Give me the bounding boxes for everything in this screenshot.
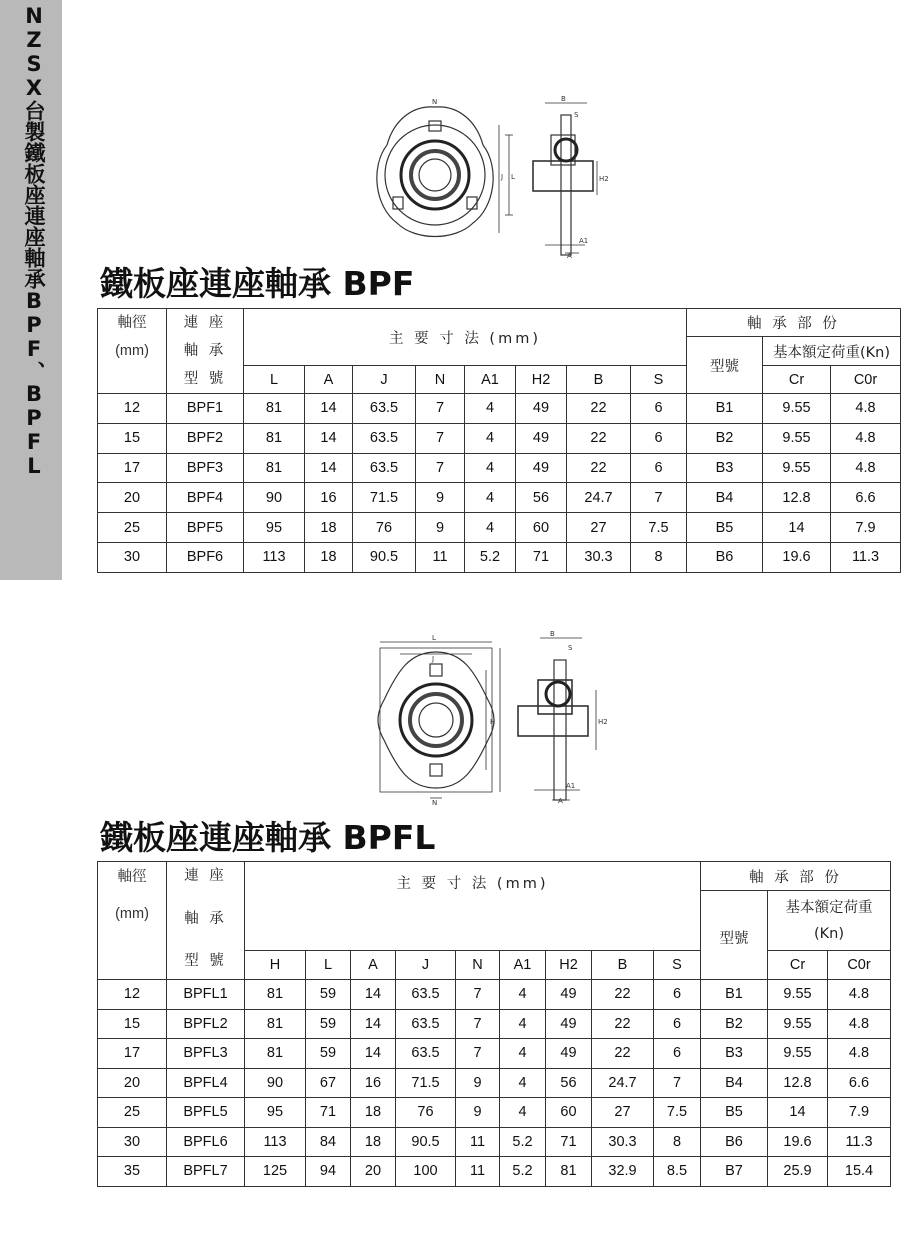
table-cell: 90.5 [396, 1127, 456, 1157]
col-header: A1 [500, 951, 546, 980]
table-cell: 11 [416, 542, 465, 572]
table-cell: 59 [306, 1009, 351, 1039]
unit-model-line3: 型 號 [183, 371, 227, 387]
bpfl-table-body [98, 980, 891, 1187]
table-cell: 81 [245, 980, 306, 1010]
basic-load-rating-line2: (Kn) [814, 925, 845, 942]
table-cell: 30 [98, 1127, 167, 1157]
table-cell: 49 [546, 980, 592, 1010]
bpf-drawing [365, 95, 615, 260]
table-cell: 95 [245, 1098, 306, 1128]
table-cell: 9 [416, 513, 465, 543]
col-header: N [416, 366, 465, 394]
table-cell: 76 [396, 1098, 456, 1128]
table-row [98, 423, 901, 453]
table-cell: 9.55 [768, 1009, 828, 1039]
table-cell: BPFL1 [167, 980, 245, 1010]
table-cell: B7 [701, 1157, 768, 1187]
table-cell: 9 [456, 1098, 500, 1128]
unit-model-header [167, 309, 244, 394]
table-cell: B2 [701, 1009, 768, 1039]
bpfl-title: 鐵板座連座軸承 BPFL [100, 818, 436, 857]
table-cell: 30 [98, 542, 167, 572]
table-cell: 7 [456, 980, 500, 1010]
table-cell: 24.7 [592, 1068, 654, 1098]
table-row [98, 980, 891, 1010]
unit-model-line3: 型 號 [184, 953, 227, 969]
table-cell: 60 [516, 513, 567, 543]
table-cell: 25.9 [768, 1157, 828, 1187]
table-cell: 4 [465, 483, 516, 513]
bpfl-label-h2: H2 [598, 718, 608, 726]
col-header: Cr [763, 366, 831, 394]
bpf-label-a1: A1 [579, 237, 589, 245]
col-header: C0r [828, 951, 891, 980]
table-cell: 4 [500, 1098, 546, 1128]
bearing-part-header: 軸 承 部 份 [701, 862, 891, 891]
bpf-label-j: J [501, 173, 504, 181]
table-cell: B5 [687, 513, 763, 543]
table-cell: 16 [305, 483, 353, 513]
table-cell: BPFL7 [167, 1157, 245, 1187]
table-cell: 4.8 [831, 453, 901, 483]
table-cell: 19.6 [763, 542, 831, 572]
table-cell: 11 [456, 1127, 500, 1157]
table-cell: 71 [306, 1098, 351, 1128]
table-cell: BPF1 [167, 394, 244, 424]
table-cell: 12.8 [763, 483, 831, 513]
table-cell: 11.3 [828, 1127, 891, 1157]
table-row [98, 513, 901, 543]
table-cell: 90 [245, 1068, 306, 1098]
table-cell: 12.8 [768, 1068, 828, 1098]
table-cell: 7.5 [654, 1098, 701, 1128]
table-cell: 7.9 [828, 1098, 891, 1128]
table-row [98, 453, 901, 483]
shaft-diameter-header [98, 862, 167, 980]
table-cell: 9 [416, 483, 465, 513]
table-cell: 6 [631, 394, 687, 424]
table-cell: BPF5 [167, 513, 244, 543]
table-cell: 14 [305, 394, 353, 424]
col-header: A1 [465, 366, 516, 394]
table-cell: 9 [456, 1068, 500, 1098]
bpfl-label-a1: A1 [566, 782, 576, 790]
col-header: H2 [546, 951, 592, 980]
table-cell: 20 [351, 1157, 396, 1187]
table-cell: 7 [416, 423, 465, 453]
table-cell: 9.55 [763, 423, 831, 453]
table-cell: 18 [351, 1127, 396, 1157]
table-cell: 30.3 [567, 542, 631, 572]
table-cell: 113 [244, 542, 305, 572]
col-header: N [456, 951, 500, 980]
table-cell: 4 [465, 394, 516, 424]
table-cell: 15 [98, 1009, 167, 1039]
table-cell: 6 [654, 1039, 701, 1069]
bpf-label-a: A [567, 252, 572, 260]
table-cell: 19.6 [768, 1127, 828, 1157]
col-header: Cr [768, 951, 828, 980]
table-cell: 5.2 [500, 1127, 546, 1157]
table-cell: 63.5 [396, 1039, 456, 1069]
col-header: B [567, 366, 631, 394]
col-header: A [351, 951, 396, 980]
table-cell: 14 [305, 423, 353, 453]
bpfl-label-h: H [490, 718, 496, 726]
table-cell: BPF3 [167, 453, 244, 483]
bpfl-label-n: N [432, 799, 438, 805]
table-cell: 81 [244, 453, 305, 483]
col-header: H2 [516, 366, 567, 394]
table-cell: 27 [567, 513, 631, 543]
table-cell: 14 [305, 453, 353, 483]
table-cell: 7.5 [631, 513, 687, 543]
bpf-label-h2: H2 [599, 175, 609, 183]
table-cell: 90 [244, 483, 305, 513]
table-cell: 4 [465, 513, 516, 543]
table-cell: 49 [516, 394, 567, 424]
table-cell: 14 [763, 513, 831, 543]
table-cell: 11 [456, 1157, 500, 1187]
table-cell: 4 [500, 980, 546, 1010]
table-cell: 67 [306, 1068, 351, 1098]
table-cell: 49 [516, 453, 567, 483]
table-cell: B2 [687, 423, 763, 453]
col-header: L [244, 366, 305, 394]
table-cell: BPFL3 [167, 1039, 245, 1069]
table-cell: B4 [701, 1068, 768, 1098]
table-cell: 22 [567, 394, 631, 424]
table-cell: 7 [631, 483, 687, 513]
table-cell: 49 [546, 1009, 592, 1039]
table-cell: 7 [416, 394, 465, 424]
unit-model-header [167, 862, 245, 980]
table-cell: B6 [687, 542, 763, 572]
bpfl-spec-table [97, 861, 891, 1187]
table-cell: 22 [592, 1039, 654, 1069]
table-cell: 22 [592, 980, 654, 1010]
table-cell: 35 [98, 1157, 167, 1187]
table-cell: 4.8 [828, 1039, 891, 1069]
table-cell: 6 [631, 453, 687, 483]
table-cell: 94 [306, 1157, 351, 1187]
table-cell: 100 [396, 1157, 456, 1187]
table-cell: BPFL6 [167, 1127, 245, 1157]
bpf-title: 鐵板座連座軸承 BPF [100, 264, 415, 303]
table-cell: 4 [465, 453, 516, 483]
col-header: C0r [831, 366, 901, 394]
bpf-label-b: B [561, 95, 566, 103]
table-cell: 24.7 [567, 483, 631, 513]
bpfl-label-a: A [558, 797, 563, 805]
unit-model-line2: 軸 承 [184, 911, 227, 927]
table-cell: 5.2 [465, 542, 516, 572]
col-header: H [245, 951, 306, 980]
table-cell: 12 [98, 394, 167, 424]
table-cell: 56 [546, 1068, 592, 1098]
table-cell: 4 [500, 1009, 546, 1039]
table-cell: 22 [592, 1009, 654, 1039]
table-cell: 18 [305, 513, 353, 543]
bpfl-drawing [370, 630, 620, 805]
table-cell: B4 [687, 483, 763, 513]
col-header: L [306, 951, 351, 980]
table-cell: 63.5 [396, 980, 456, 1010]
table-cell: 4.8 [831, 423, 901, 453]
table-cell: 32.9 [592, 1157, 654, 1187]
table-cell: B1 [687, 394, 763, 424]
table-cell: 63.5 [353, 453, 416, 483]
table-cell: 20 [98, 483, 167, 513]
unit-model-line2: 軸 承 [183, 343, 227, 359]
unit-model-line1: 連 座 [183, 315, 227, 331]
table-cell: 76 [353, 513, 416, 543]
bearing-part-header: 軸 承 部 份 [687, 309, 901, 337]
table-cell: 6 [631, 423, 687, 453]
table-row [98, 542, 901, 572]
table-row [98, 1039, 891, 1069]
table-cell: 113 [245, 1127, 306, 1157]
bpf-label-s: S [574, 111, 579, 119]
table-cell: 4.8 [828, 1009, 891, 1039]
table-cell: 9.55 [768, 980, 828, 1010]
bpf-spec-table [97, 308, 901, 573]
table-cell: B3 [687, 453, 763, 483]
table-cell: 125 [245, 1157, 306, 1187]
table-cell: 8 [631, 542, 687, 572]
table-cell: 18 [305, 542, 353, 572]
basic-load-rating-line1: 基本額定荷重 [785, 899, 873, 916]
table-cell: 71 [546, 1127, 592, 1157]
table-cell: 4 [500, 1068, 546, 1098]
table-row [98, 1068, 891, 1098]
table-cell: 49 [546, 1039, 592, 1069]
table-cell: BPF6 [167, 542, 244, 572]
table-cell: 12 [98, 980, 167, 1010]
table-cell: 17 [98, 1039, 167, 1069]
table-cell: 63.5 [353, 423, 416, 453]
table-cell: 59 [306, 980, 351, 1010]
table-cell: BPFL5 [167, 1098, 245, 1128]
table-cell: 9.55 [763, 394, 831, 424]
shaft-diameter-label: 軸徑 [117, 315, 147, 331]
table-cell: 14 [768, 1098, 828, 1128]
table-cell: 27 [592, 1098, 654, 1128]
table-cell: 95 [244, 513, 305, 543]
table-cell: 11.3 [831, 542, 901, 572]
table-cell: 6.6 [828, 1068, 891, 1098]
table-cell: 4 [500, 1039, 546, 1069]
col-header: B [592, 951, 654, 980]
table-cell: 30.3 [592, 1127, 654, 1157]
table-cell: B3 [701, 1039, 768, 1069]
table-cell: 4 [465, 423, 516, 453]
table-cell: 81 [244, 394, 305, 424]
table-cell: 9.55 [768, 1039, 828, 1069]
table-cell: 56 [516, 483, 567, 513]
table-cell: 22 [567, 453, 631, 483]
basic-load-rating-header: 基本額定荷重(Kn) [763, 337, 901, 366]
table-cell: 14 [351, 1009, 396, 1039]
table-cell: 90.5 [353, 542, 416, 572]
table-cell: 4.8 [831, 394, 901, 424]
table-cell: BPFL2 [167, 1009, 245, 1039]
col-header: J [396, 951, 456, 980]
col-header: S [631, 366, 687, 394]
table-cell: 7 [654, 1068, 701, 1098]
table-cell: 63.5 [396, 1009, 456, 1039]
table-cell: 25 [98, 513, 167, 543]
col-header: J [353, 366, 416, 394]
table-cell: B6 [701, 1127, 768, 1157]
table-cell: 49 [516, 423, 567, 453]
table-cell: 14 [351, 1039, 396, 1069]
bpf-table-body [98, 394, 901, 573]
table-cell: 7.9 [831, 513, 901, 543]
table-cell: 63.5 [353, 394, 416, 424]
bpf-label-n: N [432, 98, 438, 106]
table-cell: 8.5 [654, 1157, 701, 1187]
main-dimensions-header: 主 要 寸 法 (mm) [244, 309, 687, 366]
bearing-model-header: 型號 [687, 337, 763, 394]
table-row [98, 394, 901, 424]
side-banner-text: NZSX台製鐵板座連座軸承BPF、BPFL [22, 4, 46, 478]
table-cell: 8 [654, 1127, 701, 1157]
bpfl-label-b: B [550, 630, 555, 638]
table-row [98, 1009, 891, 1039]
table-cell: 20 [98, 1068, 167, 1098]
bearing-model-header: 型號 [701, 891, 768, 980]
unit-model-line1: 連 座 [184, 868, 227, 884]
table-cell: 16 [351, 1068, 396, 1098]
table-cell: 25 [98, 1098, 167, 1128]
table-cell: BPF2 [167, 423, 244, 453]
table-cell: 15 [98, 423, 167, 453]
table-cell: B1 [701, 980, 768, 1010]
col-header: S [654, 951, 701, 980]
bpfl-label-l: L [432, 634, 436, 642]
main-dimensions-header: 主 要 寸 法 (mm) [245, 862, 701, 951]
table-cell: 14 [351, 980, 396, 1010]
table-cell: 6 [654, 980, 701, 1010]
table-cell: 81 [245, 1009, 306, 1039]
table-row [98, 483, 901, 513]
table-cell: 7 [456, 1039, 500, 1069]
table-cell: 71 [516, 542, 567, 572]
shaft-diameter-unit: (mm) [115, 906, 149, 922]
table-cell: BPFL4 [167, 1068, 245, 1098]
table-cell: 6.6 [831, 483, 901, 513]
table-cell: 9.55 [763, 453, 831, 483]
table-cell: 22 [567, 423, 631, 453]
table-cell: 15.4 [828, 1157, 891, 1187]
table-cell: 17 [98, 453, 167, 483]
bpfl-label-s: S [568, 644, 573, 652]
bpfl-label-j: J [432, 655, 435, 663]
col-header: A [305, 366, 353, 394]
bpf-label-l: L [511, 173, 515, 181]
shaft-diameter-label: 軸徑 [117, 869, 147, 885]
table-cell: 4.8 [828, 980, 891, 1010]
table-cell: 59 [306, 1039, 351, 1069]
table-cell: 71.5 [396, 1068, 456, 1098]
table-cell: 18 [351, 1098, 396, 1128]
shaft-diameter-unit: (mm) [115, 343, 149, 359]
table-cell: B5 [701, 1098, 768, 1128]
table-cell: 84 [306, 1127, 351, 1157]
table-cell: 6 [654, 1009, 701, 1039]
table-cell: 71.5 [353, 483, 416, 513]
table-cell: 81 [546, 1157, 592, 1187]
shaft-diameter-header [98, 309, 167, 394]
table-cell: 81 [245, 1039, 306, 1069]
basic-load-rating-header [768, 891, 891, 951]
table-cell: 60 [546, 1098, 592, 1128]
table-cell: BPF4 [167, 483, 244, 513]
table-row [98, 1157, 891, 1187]
table-cell: 81 [244, 423, 305, 453]
table-cell: 7 [416, 453, 465, 483]
table-row [98, 1127, 891, 1157]
table-cell: 5.2 [500, 1157, 546, 1187]
table-cell: 7 [456, 1009, 500, 1039]
table-row [98, 1098, 891, 1128]
side-banner [0, 0, 62, 580]
